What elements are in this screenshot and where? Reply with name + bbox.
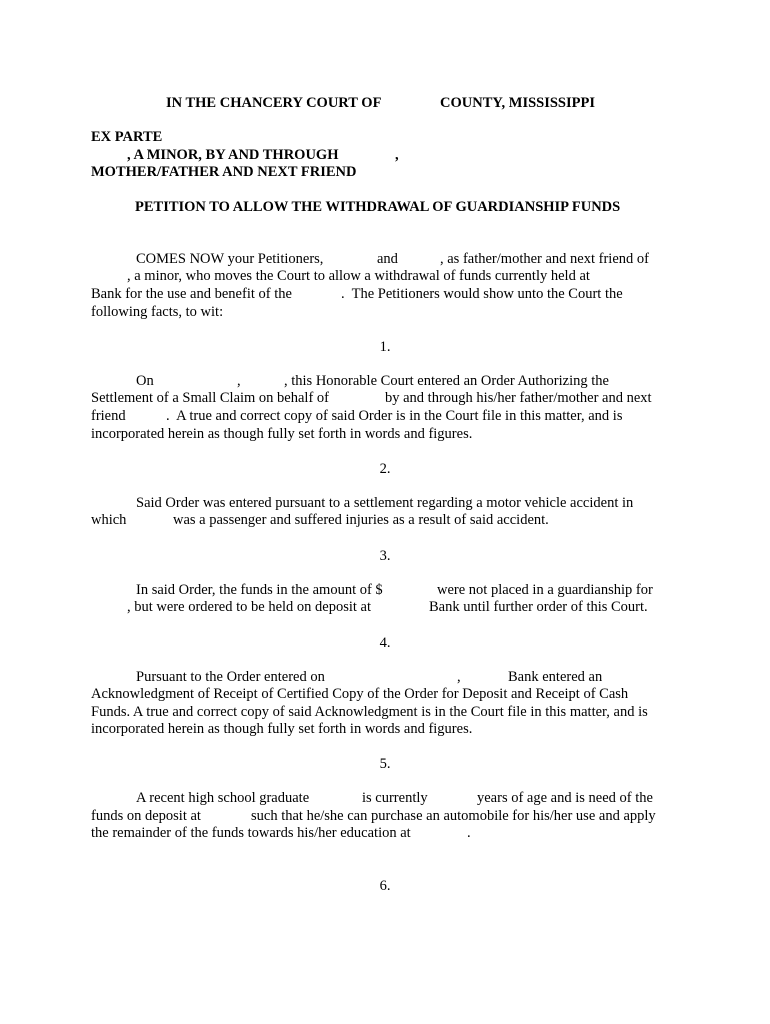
s2-line2-a: which bbox=[91, 512, 127, 528]
s2-line1: Said Order was entered pursuant to a settlement regarding a motor vehicle accident in bbox=[136, 495, 634, 511]
intro-line2: , a minor, who moves the Court to allow a withdrawal of funds currently held at bbox=[127, 268, 590, 284]
s3-line1-a: In said Order, the funds in the amount of $ bbox=[136, 582, 383, 598]
s1-line1-a: On bbox=[136, 373, 154, 389]
court-heading-right: COUNTY, MISSISSIPPI bbox=[440, 95, 595, 111]
section-number-6: 6. bbox=[379, 878, 391, 894]
s5-line1-b: is currently bbox=[362, 790, 428, 806]
s4-line4: incorporated herein as though fully set forth in words and figures. bbox=[91, 721, 473, 737]
s1-line2-b: by and through his/her father/mother and next bbox=[385, 390, 652, 406]
s5-line3-b: . bbox=[467, 825, 471, 841]
s3-line1-b: were not placed in a guardianship for bbox=[437, 582, 653, 598]
s4-line1-a: Pursuant to the Order entered on bbox=[136, 669, 325, 685]
s1-line3-b: . A true and correct copy of said Order is in the Court file in this matter, and is bbox=[166, 408, 623, 424]
s4-line2: Acknowledgment of Receipt of Certified Copy of the Order for Deposit and Receipt of Cash bbox=[91, 686, 629, 702]
s5-line1-c: years of age and is need of the bbox=[477, 790, 653, 806]
s1-line3-a: friend bbox=[91, 408, 126, 424]
court-heading-left: IN THE CHANCERY COURT OF bbox=[166, 95, 382, 111]
caption-next-friend: MOTHER/FATHER AND NEXT FRIEND bbox=[91, 164, 357, 180]
s3-line2-b: Bank until further order of this Court. bbox=[429, 599, 648, 615]
s3-line2-a: , but were ordered to be held on deposit at bbox=[127, 599, 372, 615]
section-number-4: 4. bbox=[379, 635, 391, 651]
section-number-2: 2. bbox=[379, 461, 391, 477]
s5-line3-a: the remainder of the funds towards his/her education at bbox=[91, 825, 411, 841]
petition-title: PETITION TO ALLOW THE WITHDRAWAL OF GUARDIANSHIP FUNDS bbox=[135, 199, 621, 215]
intro-line1-b: and bbox=[377, 251, 398, 267]
s1-line4: incorporated herein as though fully set forth in words and figures. bbox=[91, 426, 473, 442]
s5-line2-b: such that he/she can purchase an automobile for his/her use and apply bbox=[251, 808, 656, 824]
intro-line1-c: , as father/mother and next friend of bbox=[440, 251, 649, 267]
s1-line1-b: , bbox=[237, 373, 241, 389]
s1-line2-a: Settlement of a Small Claim on behalf of bbox=[91, 390, 329, 406]
intro-line1-a: COMES NOW your Petitioners, bbox=[136, 251, 324, 267]
s5-line1-a: A recent high school graduate bbox=[136, 790, 310, 806]
s5-line2-a: funds on deposit at bbox=[91, 808, 201, 824]
s4-line3: Funds. A true and correct copy of said Acknowledgment is in the Court file in this matter, and is bbox=[91, 704, 648, 720]
s4-line1-c: Bank entered an bbox=[508, 669, 603, 685]
intro-line3-b: . The Petitioners would show unto the Court the bbox=[341, 286, 623, 302]
intro-line3-a: Bank for the use and benefit of the bbox=[91, 286, 292, 302]
intro-line4: following facts, to wit: bbox=[91, 304, 224, 320]
caption-minor-line: , A MINOR, BY AND THROUGH bbox=[127, 147, 339, 163]
section-number-5: 5. bbox=[379, 756, 391, 772]
section-number-3: 3. bbox=[379, 548, 391, 564]
s4-line1-b: , bbox=[457, 669, 461, 685]
ex-parte: EX PARTE bbox=[91, 129, 163, 145]
section-number-1: 1. bbox=[379, 339, 391, 355]
caption-comma: , bbox=[395, 147, 399, 163]
s1-line1-c: , this Honorable Court entered an Order Authorizing the bbox=[284, 373, 609, 389]
s2-line2-b: was a passenger and suffered injuries as a result of said accident. bbox=[173, 512, 549, 528]
